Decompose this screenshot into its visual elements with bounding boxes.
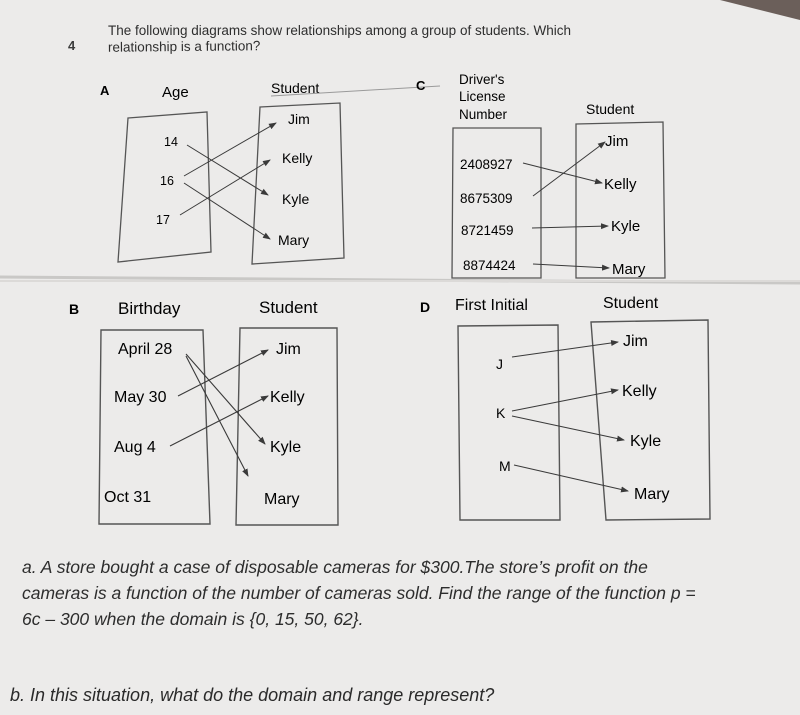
diagram-b-range-item: Kyle (270, 439, 302, 456)
diagram-b-domain-item: May 30 (114, 389, 167, 406)
diagram-c-domain-item: 8675309 (460, 191, 513, 206)
diagram-b-domain-item: April 28 (118, 341, 173, 358)
mapping-arrow (184, 123, 276, 176)
diagram-c-right-header: Student (586, 101, 635, 117)
diagram-d-domain-item: K (496, 405, 506, 421)
diagram-d-range-item: Kelly (622, 383, 657, 400)
mapping-arrow (170, 396, 268, 446)
diagram-a-letter: A (100, 83, 110, 98)
diagram-d-letter: D (420, 299, 431, 315)
mapping-arrow (178, 350, 268, 396)
question-line-2: relationship is a function? (107, 38, 261, 55)
diagram-c-range-item: Mary (612, 261, 646, 278)
part-a-line: a. A store bought a case of disposable cameras for $300.The store’s profit on the (22, 557, 648, 577)
diagram-a-range-item: Jim (288, 111, 310, 127)
part-a-line: 6c – 300 when the domain is {0, 15, 50, 62}. (22, 609, 364, 629)
part-a-question (22, 554, 792, 632)
diagram-c-range-item: Kyle (611, 218, 641, 235)
diagram-a-domain-item: 17 (156, 213, 170, 227)
diagram-b-range-item: Kelly (270, 389, 305, 406)
diagram-c-domain-item: 2408927 (460, 157, 513, 172)
diagram-c-left-header-line: Number (459, 107, 508, 122)
diagram-d-right-header: Student (603, 295, 659, 312)
diagram-b-range-item: Jim (276, 341, 301, 358)
diagram-b-right-header: Student (259, 298, 318, 317)
mapping-arrow (512, 390, 618, 411)
diagram-a-range-item: Mary (278, 232, 310, 248)
diagram-a-domain-item: 16 (160, 174, 174, 188)
mapping-arrow (533, 142, 605, 196)
diagram-a-domain-item: 14 (164, 135, 178, 149)
diagram-c-left-header-line: License (459, 89, 506, 104)
diagram-c-range-item: Jim (605, 133, 629, 150)
diagram-c-letter: C (416, 78, 426, 93)
mapping-arrow (184, 183, 270, 239)
diagram-b-range-item: Mary (264, 491, 300, 508)
diagram-b (69, 298, 338, 525)
diagram-c-domain-item: 8721459 (461, 223, 514, 238)
mapping-arrow (514, 465, 628, 491)
diagram-d-left-header: First Initial (455, 297, 528, 314)
diagram-d-range-item: Kyle (630, 433, 662, 450)
mapping-arrow (523, 163, 602, 183)
mapping-arrow (512, 416, 624, 440)
diagram-d-range-item: Jim (623, 333, 648, 350)
mapping-arrow (187, 145, 268, 195)
diagram-c-left-header-line: Driver's (459, 72, 505, 87)
diagram-d (420, 295, 710, 520)
diagram-b-domain-item: Oct 31 (104, 489, 152, 506)
diagram-a (100, 80, 440, 264)
diagram-b-left-header: Birthday (118, 299, 181, 318)
question-number: 4 (68, 38, 76, 53)
question-line-1: The following diagrams show relationships among a group of students. Which (108, 23, 571, 38)
diagram-b-domain-item: Aug 4 (114, 439, 156, 456)
mapping-arrow (512, 342, 618, 357)
diagram-a-range-item: Kelly (282, 150, 313, 166)
diagram-d-domain-item: M (499, 458, 511, 474)
part-b-question: b. In this situation, what do the domain and range represent? (10, 685, 495, 705)
diagram-a-right-header: Student (271, 80, 320, 96)
paper-fold-shade (0, 280, 800, 282)
photo-corner (720, 0, 800, 20)
diagram-c (416, 72, 665, 278)
diagram-b-letter: B (69, 301, 80, 317)
diagram-a-left-header: Age (162, 84, 189, 101)
mapping-arrow (532, 226, 608, 228)
diagram-a-range-item: Kyle (282, 191, 310, 207)
diagram-c-domain-item: 8874424 (463, 258, 516, 273)
part-a-line: cameras is a function of the number of cameras sold. Find the range of the function p = (22, 583, 696, 603)
diagram-d-domain-item: J (496, 356, 503, 372)
diagram-d-range-item: Mary (634, 486, 670, 503)
diagram-c-range-item: Kelly (604, 176, 637, 193)
mapping-arrow (533, 264, 609, 268)
mapping-arrow (186, 354, 265, 444)
